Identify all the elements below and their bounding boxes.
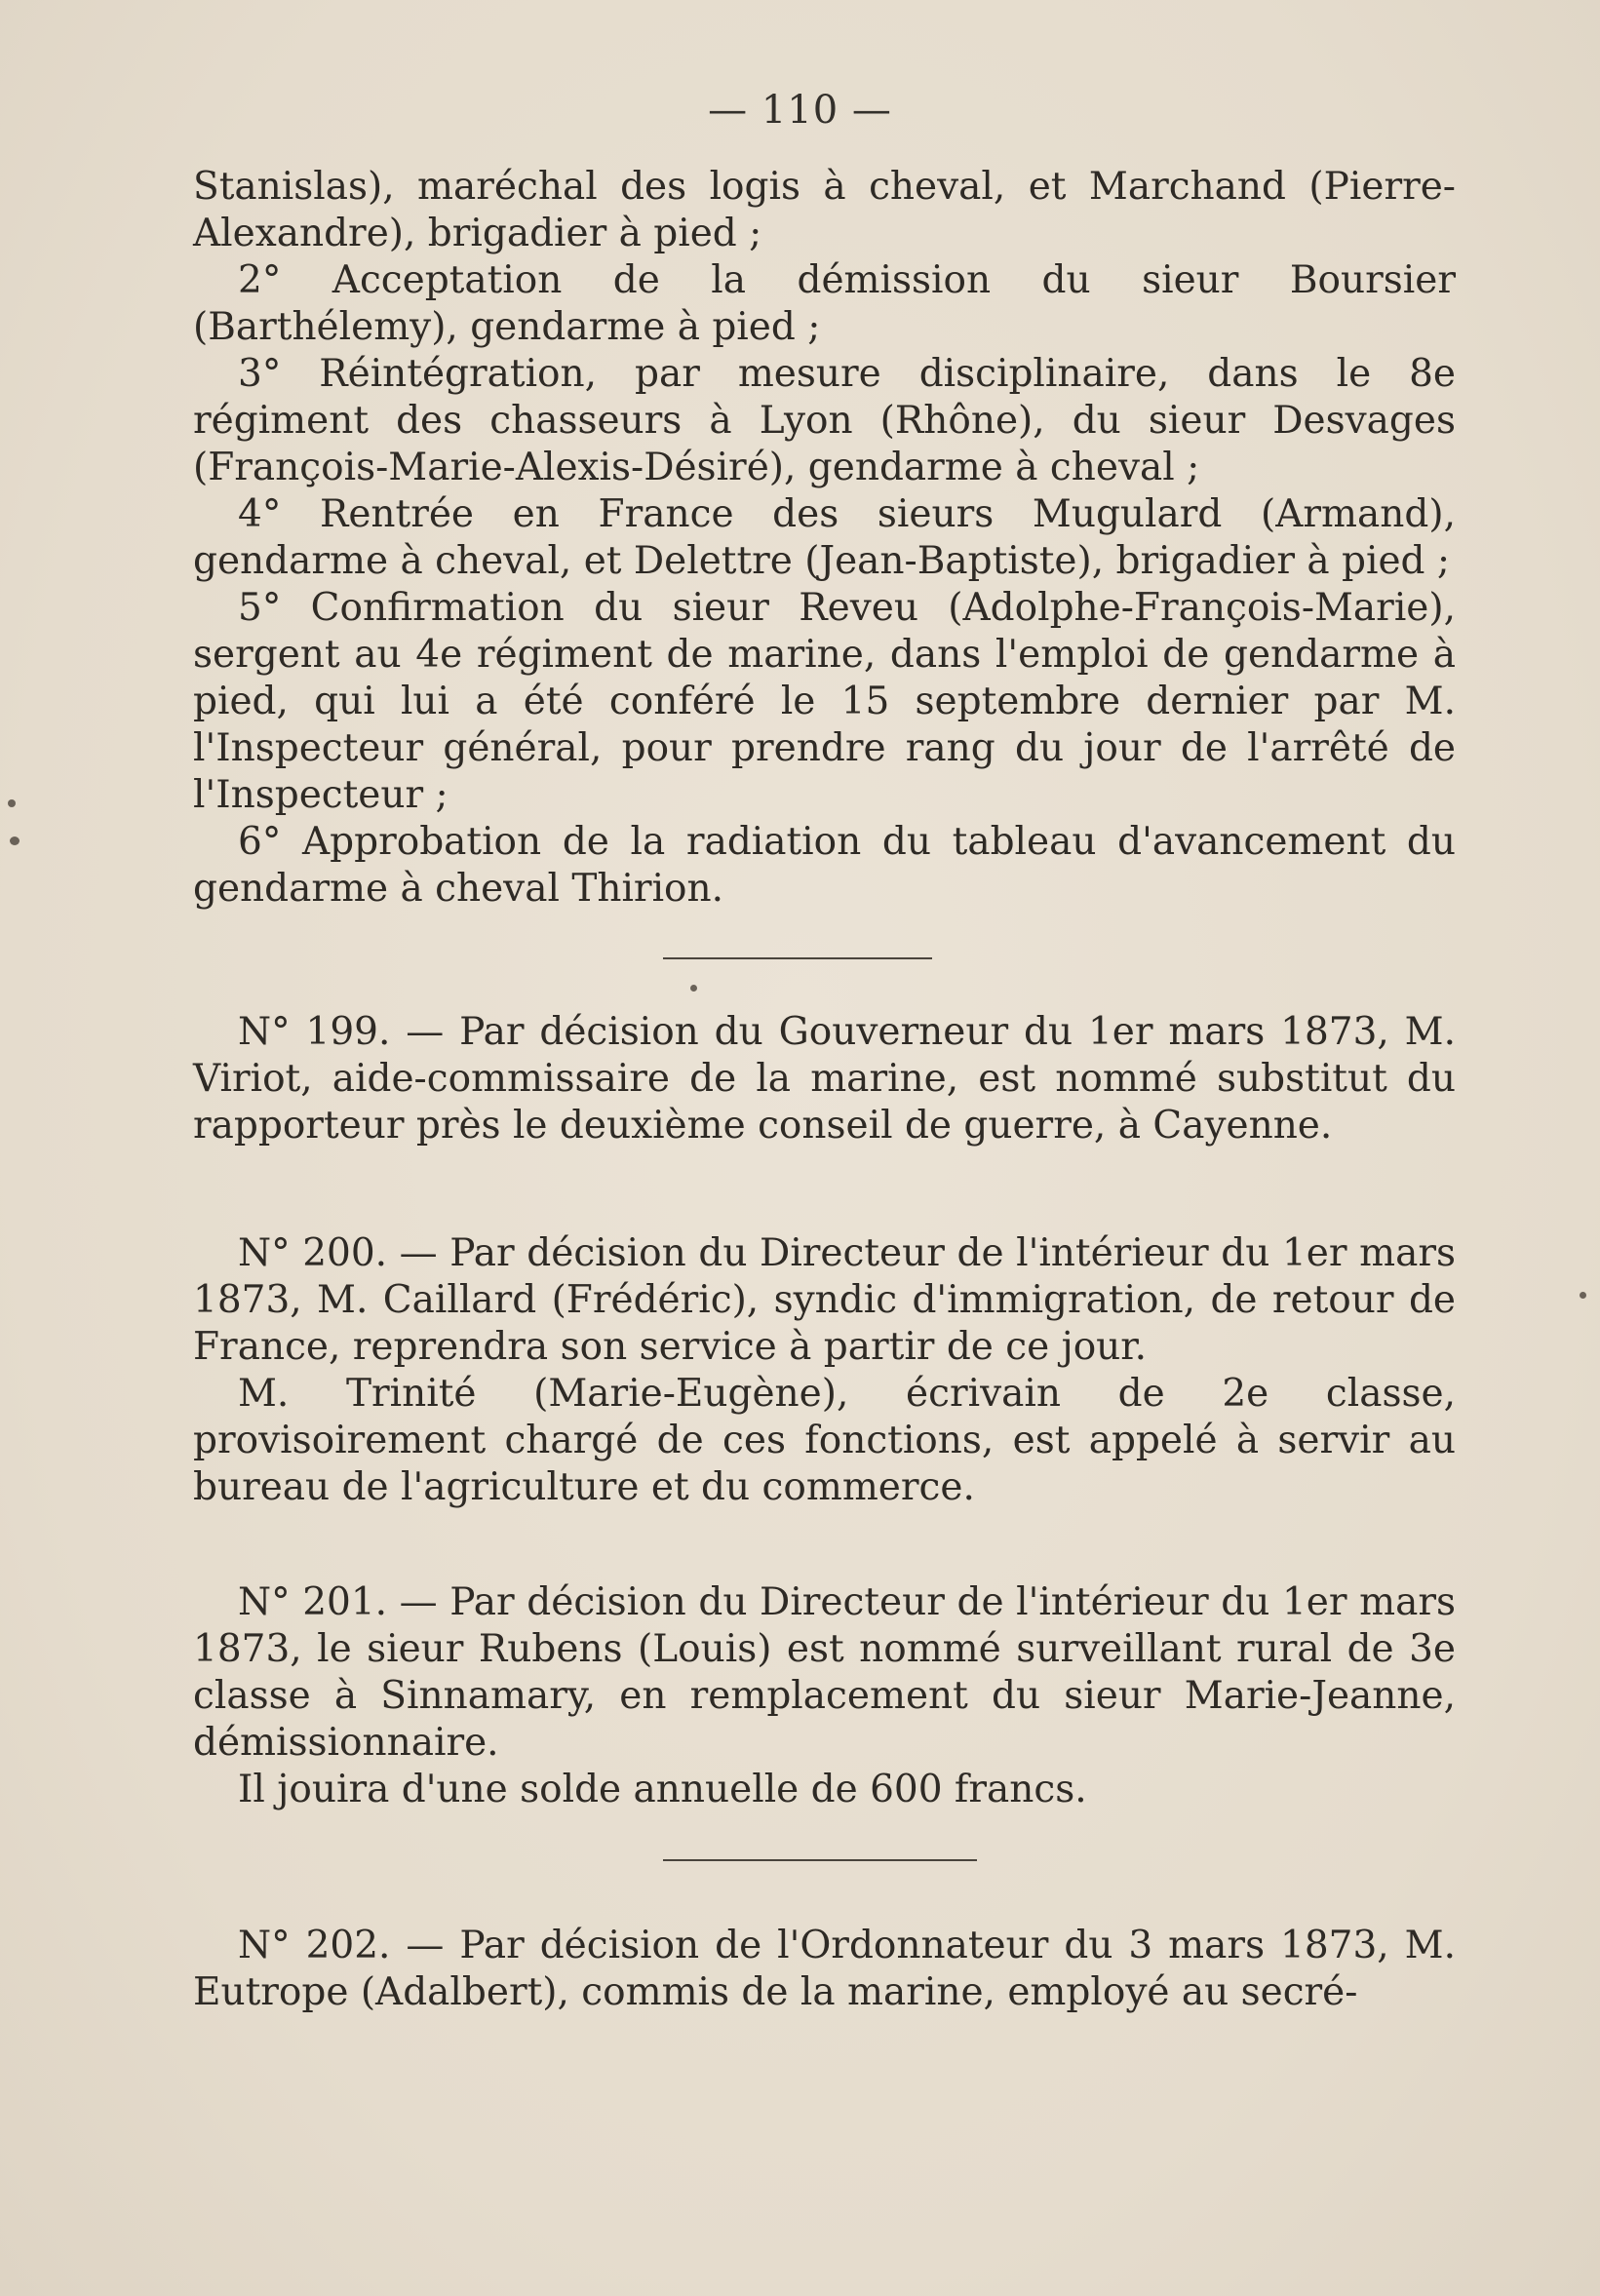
section-201	[193, 1579, 1456, 1813]
scan-speck	[1580, 1292, 1586, 1299]
paragraph: 5° Confirmation du sieur Reveu (Adolphe-François-Marie), sergent au 4e régiment de marine, dans l'emploi de gendarme à pied, qui lui a été conféré le 15 septembre dernier par M. l'Inspecteur général, pour prendre rang du jour de l'arrêté de l'Inspecteur ;	[193, 586, 1456, 817]
paragraph: 3° Réintégration, par mesure disciplinaire, dans le 8e régiment des chasseurs à Lyon (Rhône), du sieur Desvages (François-Marie-Alexis-Désiré), gendarme à cheval ;	[193, 352, 1456, 489]
paragraph: N° 201. — Par décision du Directeur de l'intérieur du 1er mars 1873, le sieur Rubens (Louis) est nommé surveillant rural de 3e classe à Sinnamary, en remplacement du sieur Marie-Jeanne, démissionnaire.	[193, 1580, 1456, 1765]
section-199	[193, 1009, 1456, 1149]
section-divider	[663, 1859, 977, 1861]
paragraph: N° 199. — Par décision du Gouverneur du 1er mars 1873, M. Viriot, aide-commissaire de la marine, est nommé substitut du rapporteur près le deuxième conseil de guerre, à Cayenne.	[193, 1010, 1456, 1148]
section-202	[193, 1923, 1456, 2016]
scan-speck	[10, 837, 20, 845]
page-number-header: — 110 —	[708, 88, 892, 133]
paragraph: 4° Rentrée en France des sieurs Mugulard (Armand), gendarme à cheval, et Delettre (Jean-Baptiste), brigadier à pied ;	[193, 492, 1456, 583]
paragraph: Stanislas), maréchal des logis à cheval, et Marchand (Pierre-Alexandre), brigadier à pied ;	[193, 165, 1456, 255]
paragraph: 2° Acceptation de la démission du sieur Boursier (Barthélemy), gendarme à pied ;	[193, 258, 1456, 349]
section-continuation	[193, 164, 1456, 913]
scan-speck	[690, 985, 697, 992]
paragraph: Il jouira d'une solde annuelle de 600 francs.	[238, 1768, 1087, 1811]
scan-speck	[8, 799, 16, 807]
section-200	[193, 1230, 1456, 1511]
paragraph: 6° Approbation de la radiation du tableau d'avancement du gendarme à cheval Thirion.	[193, 820, 1456, 911]
paragraph: M. Trinité (Marie-Eugène), écrivain de 2e classe, provisoirement chargé de ces fonctions, est appelé à servir au bureau de l'agriculture et du commerce.	[193, 1372, 1456, 1509]
paragraph: N° 200. — Par décision du Directeur de l'intérieur du 1er mars 1873, M. Caillard (Frédéric), syndic d'immigration, de retour de France, reprendra son service à partir de ce jour.	[193, 1231, 1456, 1369]
paragraph: N° 202. — Par décision de l'Ordonnateur du 3 mars 1873, M. Eutrope (Adalbert), commis de la marine, employé au secré-	[193, 1924, 1456, 2014]
section-divider	[663, 957, 932, 959]
